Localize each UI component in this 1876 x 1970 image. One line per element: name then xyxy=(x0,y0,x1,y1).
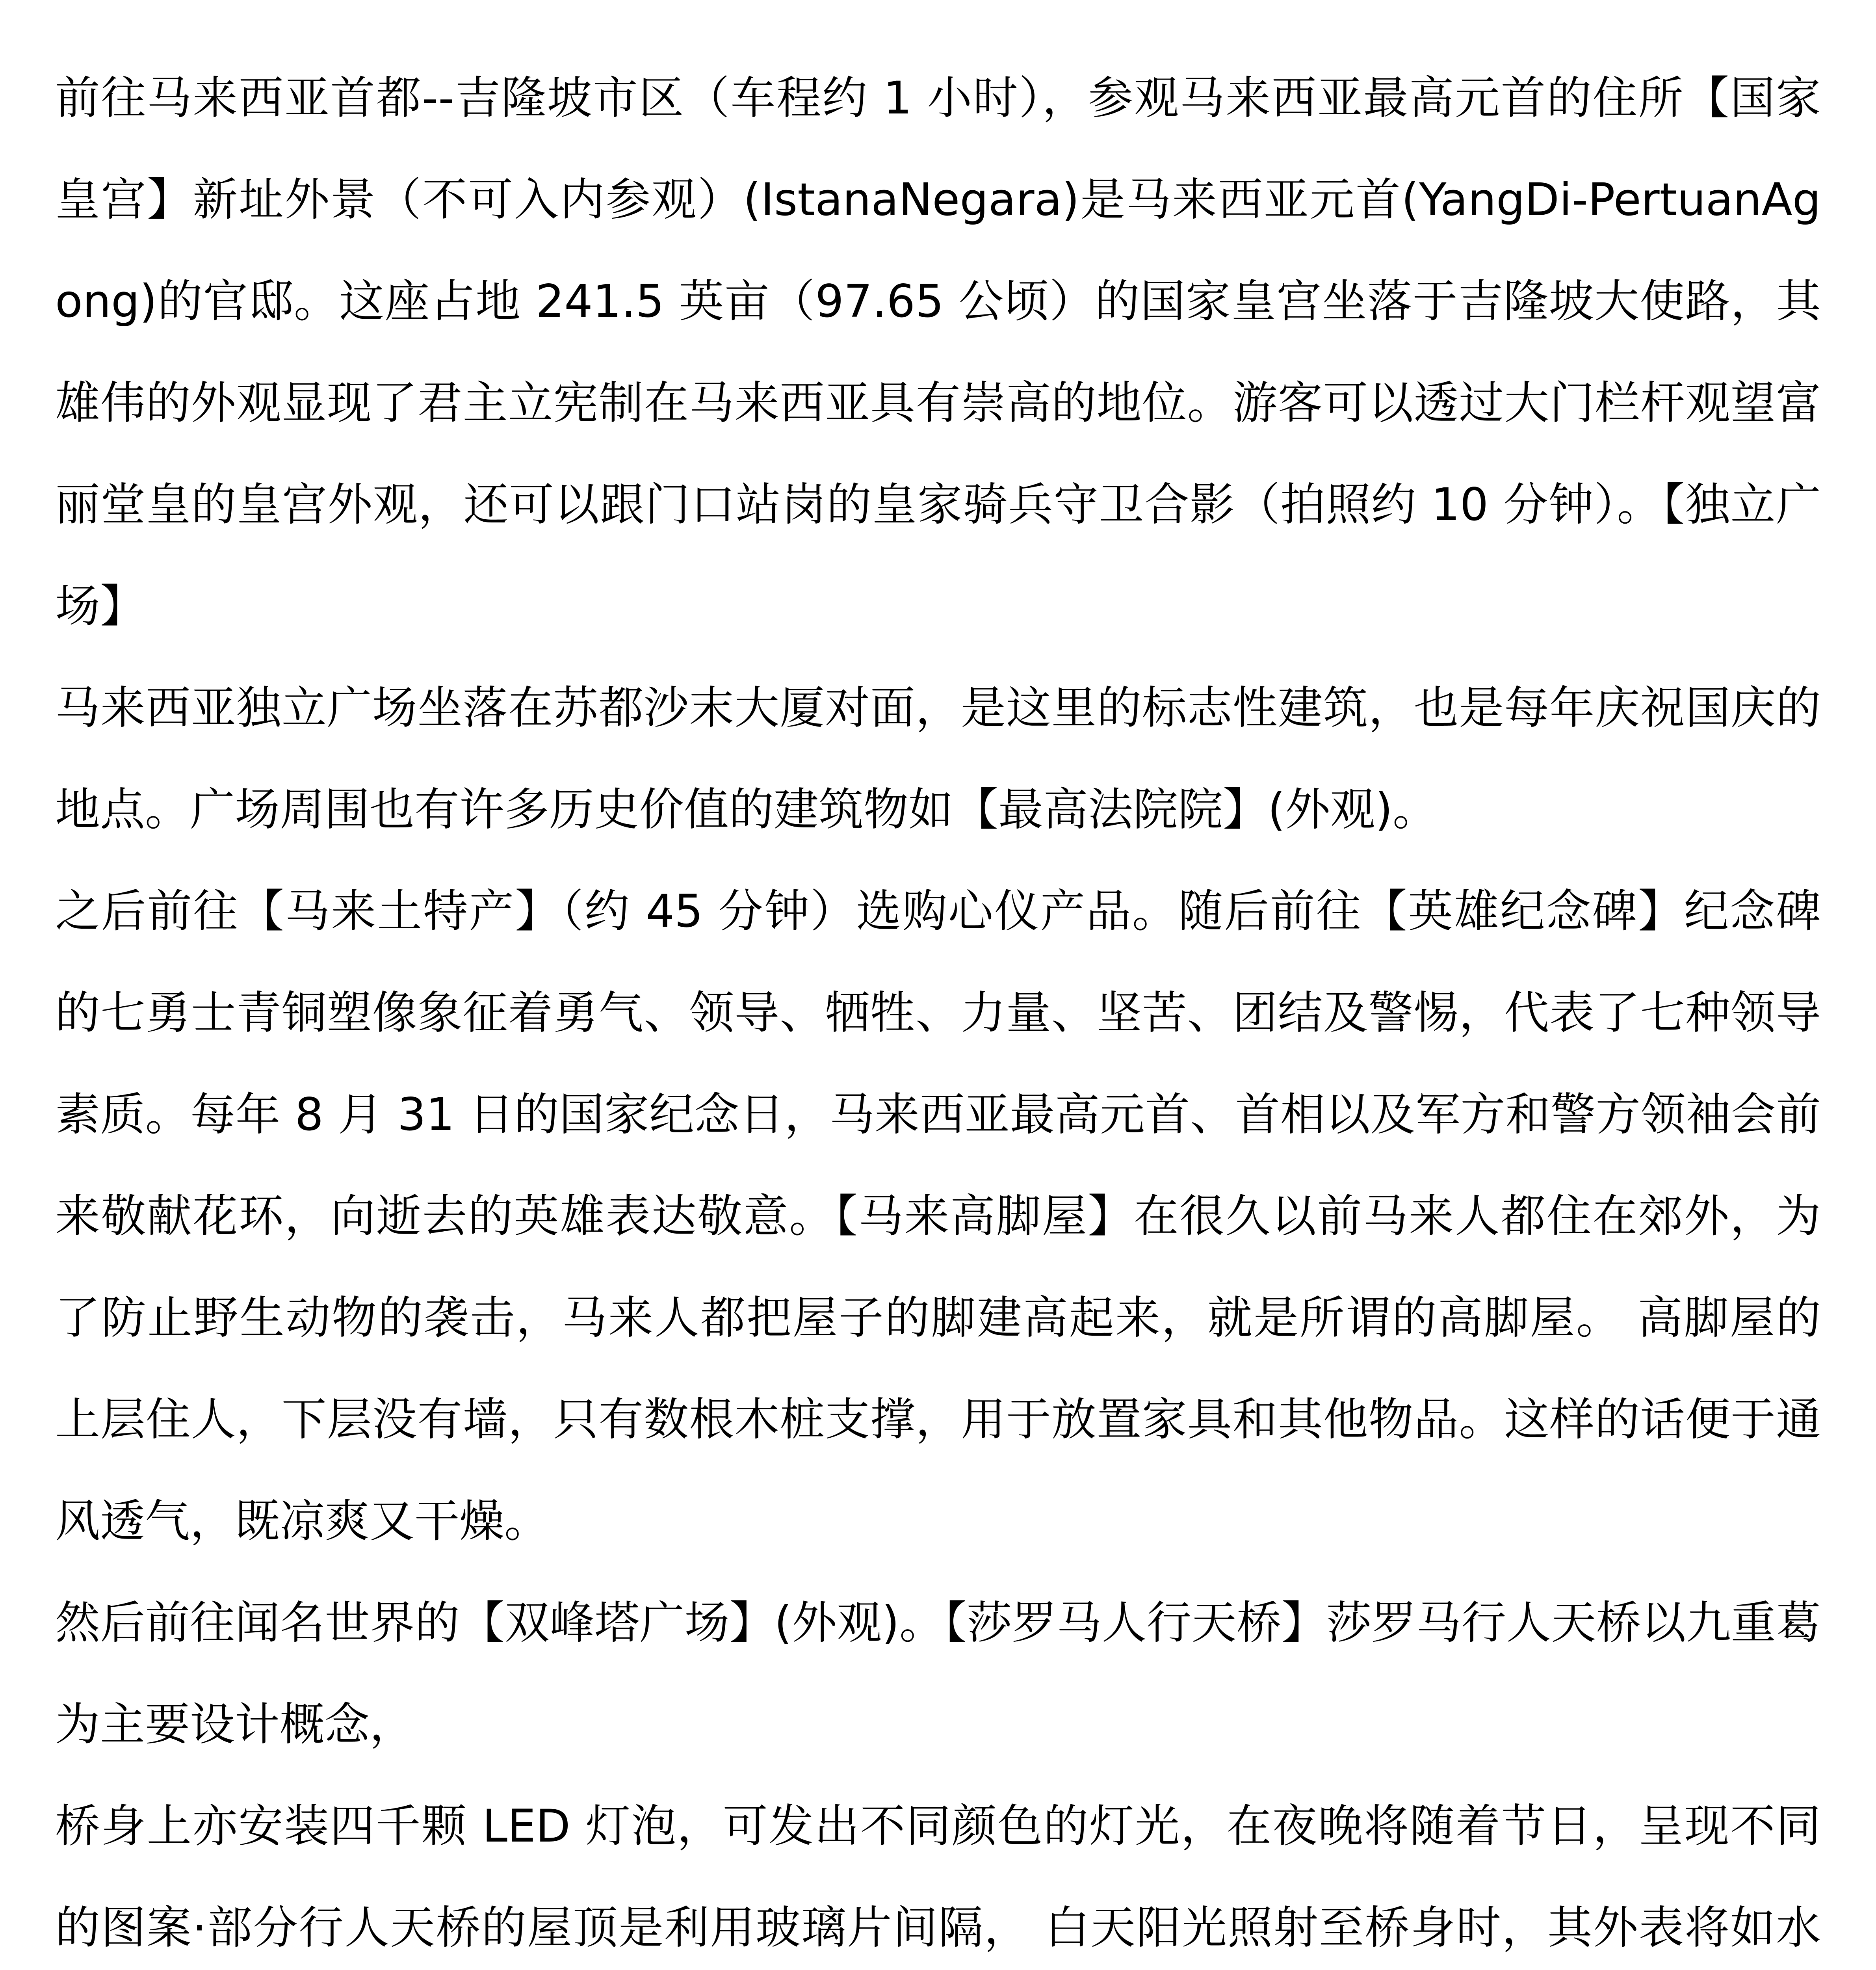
paragraph-twin-towers-bridge: 然后前往闻名世界的【双峰塔广场】(外观)。【莎罗马人行天桥】莎罗马行人天桥以九重葛为主要设计概念， xyxy=(55,1596,1821,1751)
paragraph-specialties-monument-stilt-house: 之后前往【马来土特产】（约 45 分钟）选购心仪产品。随后前往【英雄纪念碑】纪念碑的七勇士青铜塑像象征着勇气、领导、牺牲、力量、坚苦、团结及警惕，代表了七种领导素质。每年 8 月 31 日的国家纪念日，马来西亚最高元首、首相以及军方和警方领袖会前来敬献花环，向逝去的英雄表达敬意。【马来高脚屋】在很久以前马来人都住在郊外，为了防止野生动物的袭击，马来人都把屋子的脚建高起来，就是所谓的高脚屋。 高脚屋的上层住人，下层没有墙，只有数根木桩支撑，用于放置家具和其他物品。这样的话便于通风透气，既凉爽又干燥。 xyxy=(55,885,1821,1547)
paragraph-bridge-lights: 桥身上亦安装四千颗 LED 灯泡，可发出不同颜色的灯光，在夜晚将随着节日，呈现不同的图案·部分行人天桥的屋顶是利用玻璃片间隔， 白天阳光照射至桥身时，其外表将如水 xyxy=(55,1800,1821,1954)
paragraph-independence-square: 马来西亚独立广场坐落在苏都沙末大厦对面，是这里的标志性建筑，也是每年庆祝国庆的地点。广场周围也有许多历史价值的建筑物如【最高法院院】(外观)。 xyxy=(55,682,1821,836)
paragraph-national-palace: 前往马来西亚首都--吉隆坡市区（车程约 1 小时），参观马来西亚最高元首的住所【国家皇宫】新址外景（不可入内参观）(IstanaNegara)是马来西亚元首(YangDi-PertuanAgong)的官邸。这座占地 241.5 英亩（97.65 公顷）的国家皇宫坐落于吉隆坡大使路，其雄伟的外观显现了君主立宪制在马来西亚具有崇高的地位。游客可以透过大门栏杆观望富丽堂皇的皇宫外观，还可以跟门口站岗的皇家骑兵守卫合影（拍照约 10 分钟）。【独立广场】 xyxy=(55,72,1821,632)
document-body xyxy=(55,47,1821,1970)
